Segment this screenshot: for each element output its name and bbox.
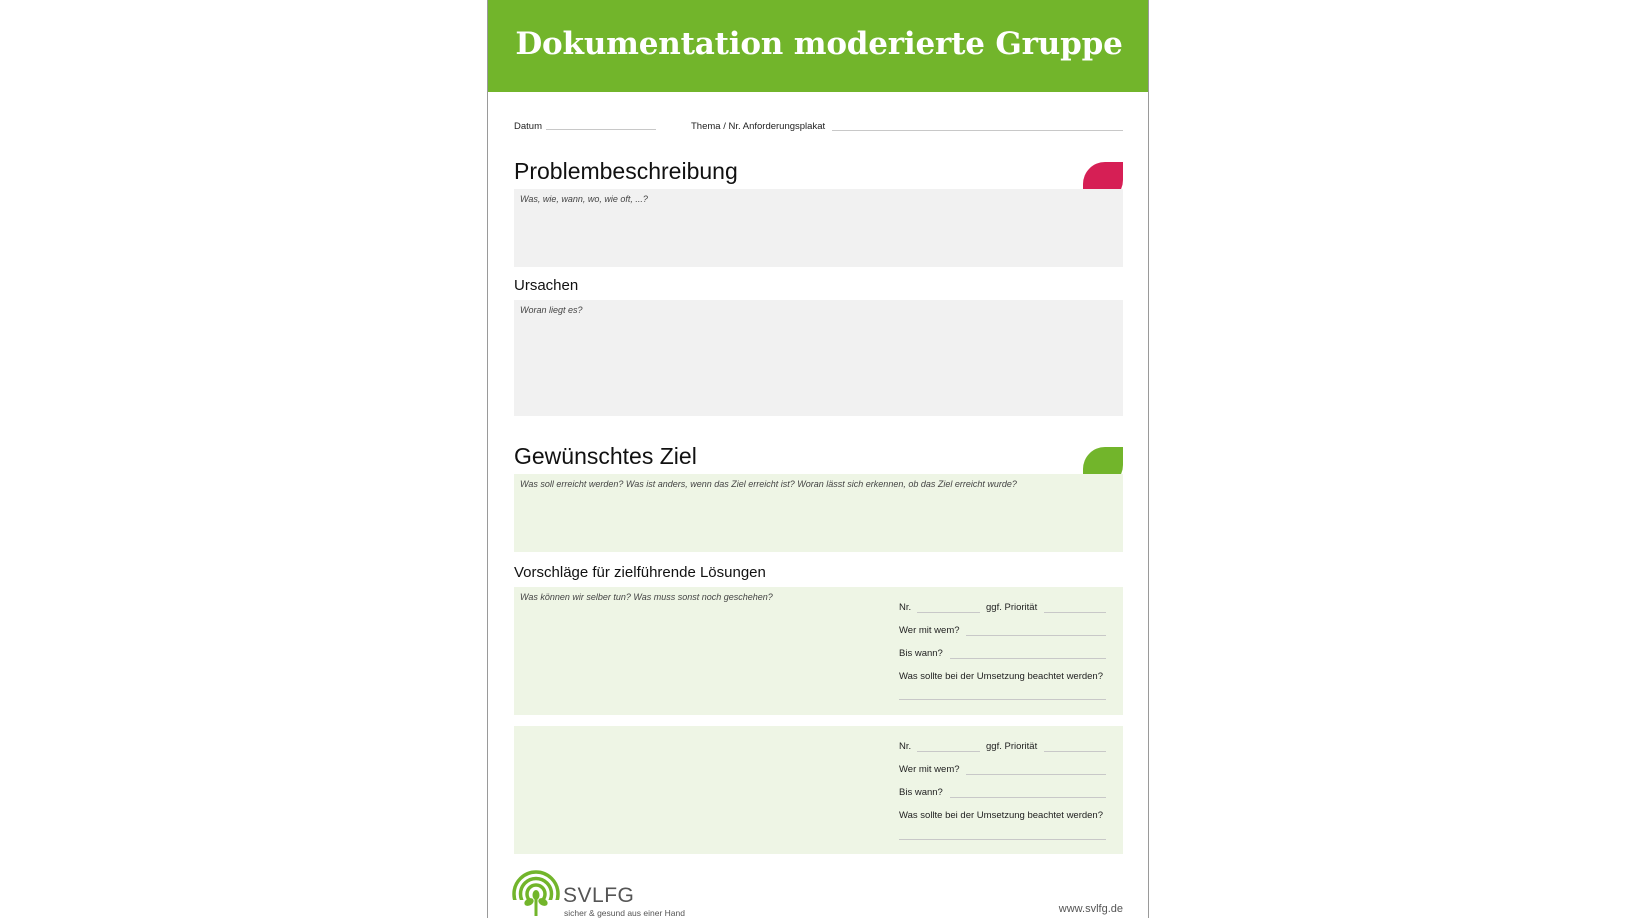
date-line[interactable] <box>546 129 656 130</box>
problem-field[interactable] <box>514 189 1123 267</box>
notes-line[interactable] <box>899 699 1106 700</box>
title-banner <box>487 0 1149 92</box>
logo-name: SVLFG <box>563 884 635 907</box>
priority-label: ggf. Priorität <box>986 741 1038 752</box>
until-label: Bis wann? <box>899 787 943 798</box>
notes-line[interactable] <box>899 839 1106 840</box>
causes-field[interactable] <box>514 300 1123 416</box>
until-line[interactable] <box>950 797 1106 798</box>
nr-label: Nr. <box>899 602 912 613</box>
solution-fields-1 <box>899 587 1119 715</box>
notes-label: Was sollte bei der Umsetzung beachtet werden? <box>899 810 1104 821</box>
solution-fields-2 <box>899 726 1119 854</box>
svlfg-logo-icon <box>512 870 560 918</box>
goal-hint: Was soll erreicht werden? Was ist anders, wenn das Ziel erreicht ist? Woran lässt sich erkennen, ob das Ziel erreicht wurde? <box>520 479 1017 489</box>
until-label: Bis wann? <box>899 648 943 659</box>
who-label: Wer mit wem? <box>899 764 960 775</box>
who-line[interactable] <box>966 635 1106 636</box>
document-sheet <box>487 0 1149 918</box>
logo-tagline: sicher & gesund aus einer Hand <box>564 908 685 918</box>
who-label: Wer mit wem? <box>899 625 960 636</box>
causes-heading: Ursachen <box>514 277 579 294</box>
priority-line[interactable] <box>1044 751 1106 752</box>
problem-heading: Problembeschreibung <box>514 158 738 184</box>
goal-field[interactable] <box>514 474 1123 552</box>
nr-line[interactable] <box>917 612 980 613</box>
topic-line[interactable] <box>832 130 1123 131</box>
solutions-hint: Was können wir selber tun? Was muss sonst noch geschehen? <box>520 592 773 602</box>
causes-hint: Woran liegt es? <box>520 305 583 315</box>
nr-label: Nr. <box>899 741 912 752</box>
until-line[interactable] <box>950 658 1106 659</box>
solutions-heading: Vorschläge für zielführende Lösungen <box>514 564 766 581</box>
solution-box-1[interactable] <box>514 587 1123 715</box>
priority-line[interactable] <box>1044 612 1106 613</box>
who-line[interactable] <box>966 774 1106 775</box>
document-title: Dokumentation moderierte Gruppe <box>515 26 1123 62</box>
topic-label: Thema / Nr. Anforderungsplakat <box>691 121 826 132</box>
solution-box-2[interactable] <box>514 726 1123 854</box>
nr-line[interactable] <box>917 751 980 752</box>
goal-heading: Gewünschtes Ziel <box>514 443 697 469</box>
footer-url[interactable]: www.svlfg.de <box>1058 903 1123 915</box>
priority-label: ggf. Priorität <box>986 602 1038 613</box>
date-label: Datum <box>514 121 542 132</box>
problem-hint: Was, wie, wann, wo, wie oft, ...? <box>520 194 648 204</box>
notes-label: Was sollte bei der Umsetzung beachtet werden? <box>899 671 1104 682</box>
